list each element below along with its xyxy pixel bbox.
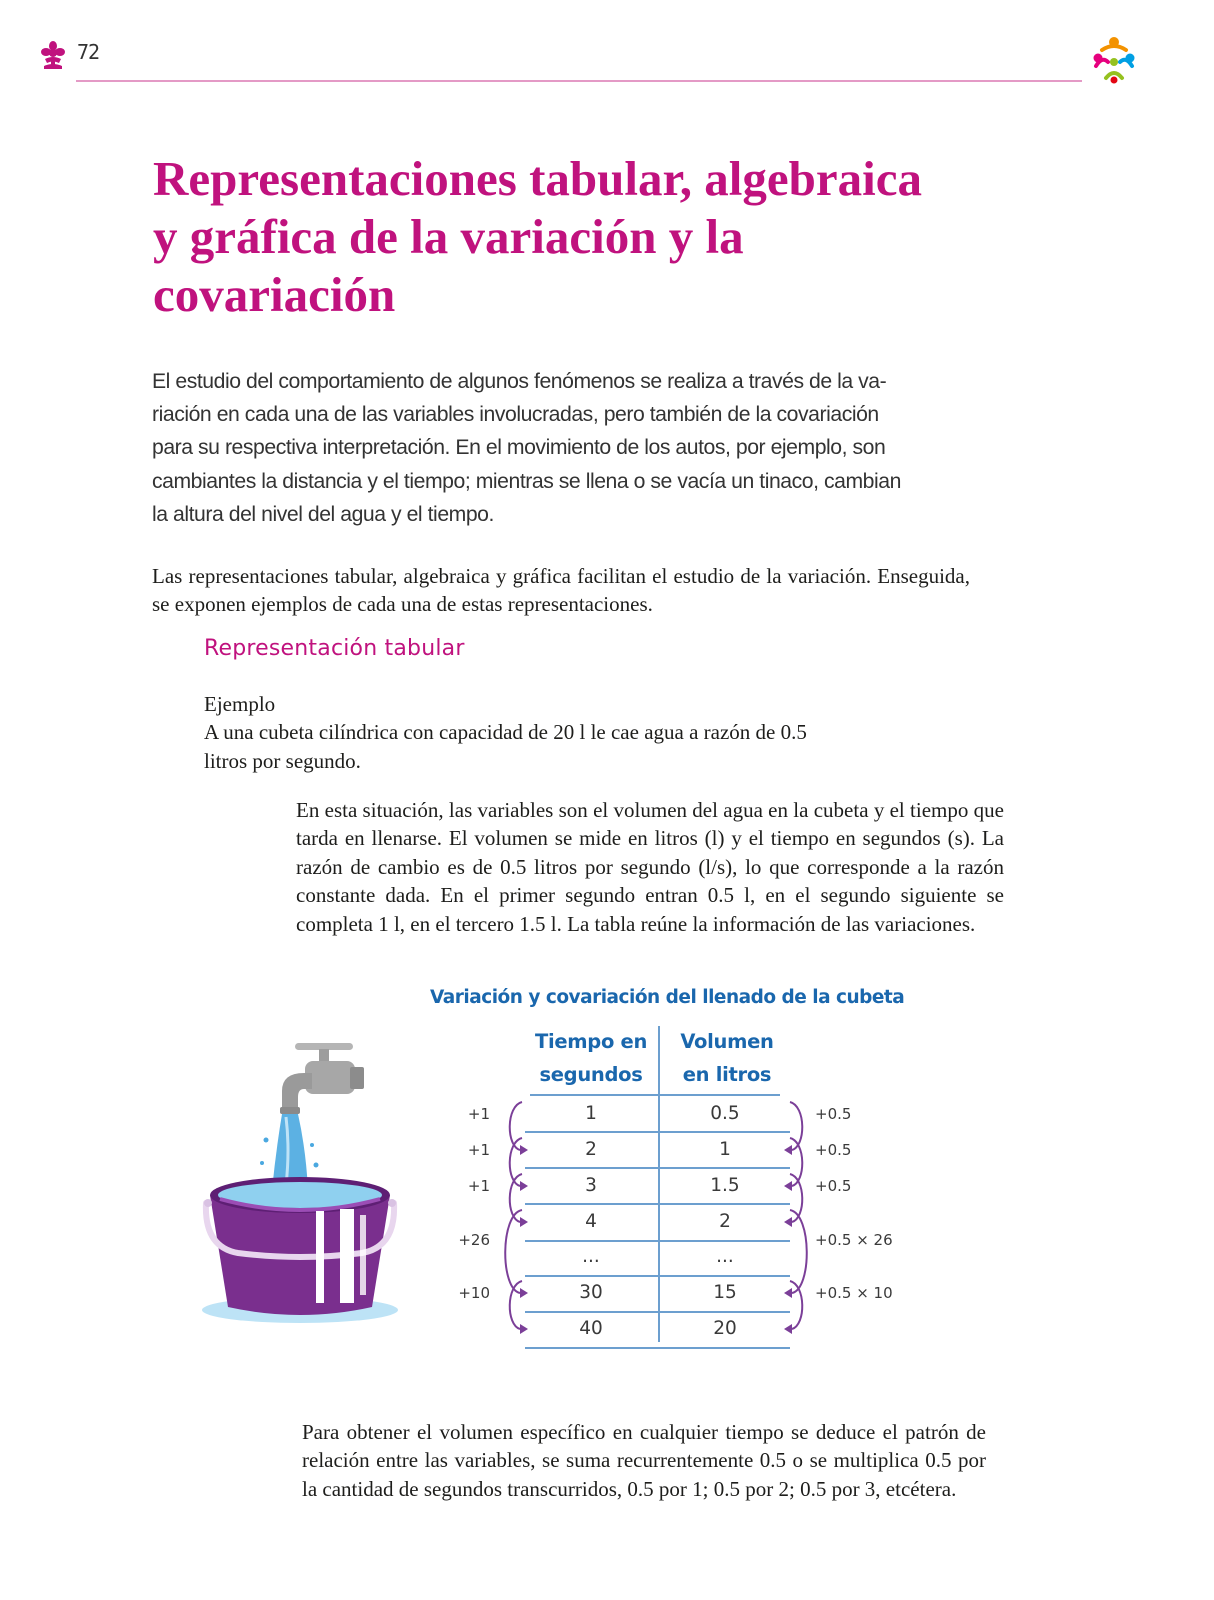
time-increment-label: +1	[467, 1177, 490, 1195]
table-row-line	[525, 1240, 790, 1242]
faucet-bucket-illustration	[200, 1025, 400, 1355]
left-increment-arrow	[510, 1138, 522, 1186]
table-caption: Variación y covariación del llenado de la cubeta	[430, 987, 905, 1008]
time-cell: 4	[585, 1211, 597, 1232]
column-header-line: Volumen	[680, 1030, 774, 1053]
header-rule	[76, 80, 1082, 82]
column-header-time	[525, 1025, 657, 1091]
table-row-line	[525, 1131, 790, 1133]
bucket-icon	[202, 1177, 398, 1323]
time-cell: 40	[579, 1318, 603, 1339]
volume-cell: 20	[713, 1318, 737, 1339]
dancing-figures-logo-icon	[1088, 34, 1140, 86]
example-text	[204, 718, 884, 775]
intro-line: El estudio del comportamiento de algunos fenómenos se realiza a través de la va-	[152, 370, 887, 393]
column-header-line: segundos	[539, 1063, 643, 1086]
left-increment-arrow	[510, 1102, 522, 1150]
table-row-line	[530, 1094, 780, 1096]
intro-line: para su respectiva interpretación. En el movimiento de los autos, por ejemplo, son	[152, 436, 886, 460]
volume-increment-label: +0.5 × 10	[815, 1284, 893, 1302]
section-title: Representación tabular	[204, 636, 465, 661]
example-label: Ejemplo	[204, 692, 276, 716]
faucet-icon	[280, 1043, 364, 1114]
left-increment-arrow	[505, 1210, 522, 1293]
right-increment-arrow	[790, 1281, 802, 1329]
right-increment-arrow	[790, 1138, 802, 1186]
volume-increment-label: +0.5 × 26	[815, 1230, 893, 1249]
column-header-line: en litros	[682, 1063, 772, 1086]
time-cell: 2	[585, 1139, 597, 1160]
volume-cell: 0.5	[710, 1103, 740, 1124]
volume-increment-label: +0.5	[815, 1141, 852, 1159]
intro-line: la altura del nivel del agua y el tiempo.	[152, 502, 494, 526]
time-cell: 30	[579, 1282, 603, 1303]
table-row-line	[525, 1311, 790, 1313]
volume-increment-label: +0.5	[815, 1177, 852, 1195]
table-row-line	[525, 1167, 790, 1169]
time-cell: 1	[585, 1103, 597, 1124]
time-cell: 3	[585, 1175, 597, 1196]
title-line: y gráfica de la variación y la	[153, 209, 744, 264]
column-header-line: Tiempo en	[534, 1030, 648, 1053]
volume-increment-label: +0.5	[815, 1105, 852, 1123]
title-line: covariación	[153, 267, 396, 322]
table-row-line	[525, 1275, 790, 1277]
title-line: Representaciones tabular, algebraica	[153, 151, 922, 206]
time-increment-label: +1	[467, 1105, 490, 1123]
table-row-line	[525, 1347, 790, 1349]
intro-line: riación en cada una de las variables involucradas, pero también de la covariación	[152, 403, 879, 427]
right-increment-arrow	[790, 1174, 802, 1222]
left-increment-arrow	[510, 1281, 522, 1329]
representations-paragraph: Las representaciones tabular, algebraica y gráfica facilitan el estudio de la variación. Enseguida, se exponen ejemplos de cada una de estas representaciones.	[152, 564, 970, 617]
example-line: litros por segundo.	[204, 748, 361, 773]
flower-ornament-icon	[40, 40, 66, 70]
right-increment-arrow	[790, 1210, 807, 1293]
intro-paragraph	[152, 365, 976, 531]
volume-cell: 1	[719, 1139, 731, 1160]
page-header	[0, 0, 1214, 100]
table-row-line	[525, 1203, 790, 1205]
variables-paragraph: En esta situación, las variables son el volumen del agua en la cubeta y el tiempo que tarda en llenarse. El volumen se mide en litros (l) y el tiempo en segundos (s). La razón de cambio es de 0.5 litros por segundo (l/s), lo que corresponde a la razón constante dada. En el primer segundo entran 0.5 l, en el segundo siguiente se completa 1 l, en el tercero 1.5 l. La tabla reúne la información de las variaciones.	[296, 798, 1004, 936]
volume-cell: 1.5	[710, 1175, 740, 1196]
right-increment-arrow	[790, 1102, 802, 1150]
time-cell: ...	[582, 1246, 600, 1267]
time-increment-label: +1	[467, 1141, 490, 1159]
volume-cell: 2	[719, 1211, 731, 1232]
time-increment-label: +26	[458, 1230, 490, 1249]
left-increment-arrow	[510, 1174, 522, 1222]
column-header-volume	[662, 1025, 792, 1091]
pattern-paragraph: Para obtener el volumen específico en cualquier tiempo se deduce el patrón de relación entre las variables, se suma recurrentemente 0.5 o se multiplica 0.5 por la cantidad de segundos transcurridos, 0.5 por 1; 0.5 por 2; 0.5 por 3, etcétera.	[302, 1420, 986, 1501]
example-line: A una cubeta cilíndrica con capacidad de 20 l le cae agua a razón de 0.5	[204, 720, 807, 744]
page-title	[153, 150, 1053, 324]
intro-line: cambiantes la distancia y el tiempo; mientras se llena o se vacía un tinaco, cambian	[152, 469, 901, 493]
page-number: 72	[77, 40, 100, 64]
time-increment-label: +10	[458, 1284, 490, 1302]
volume-cell: 15	[713, 1282, 737, 1303]
volume-cell: ...	[716, 1246, 734, 1267]
